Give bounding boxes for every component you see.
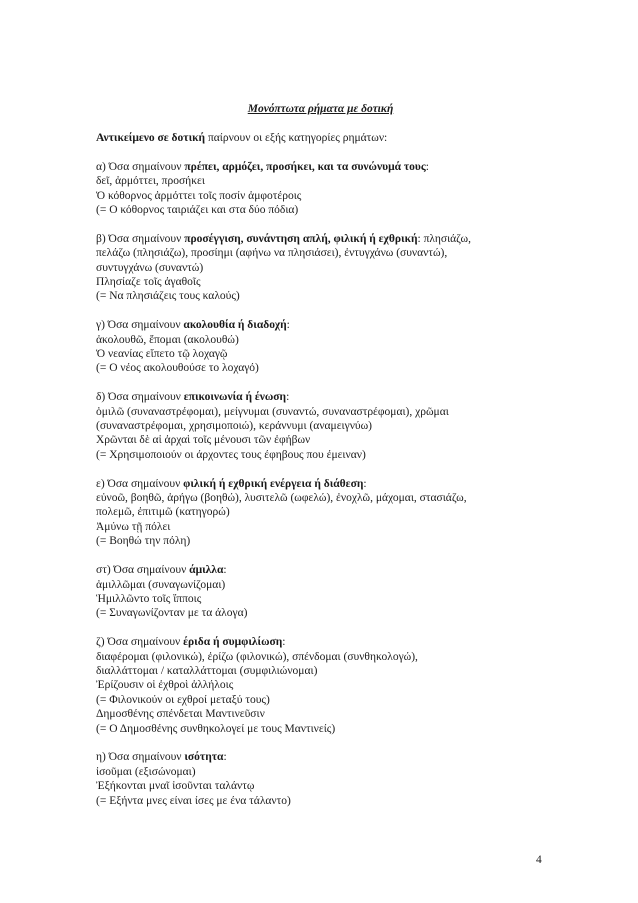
- heading-suffix: :: [425, 160, 429, 173]
- heading-prefix: η) Όσα σημαίνουν: [96, 751, 185, 764]
- intro-paragraph: [96, 131, 566, 145]
- section-line: διαφέρομαι (φιλονικώ), ἐρίζω (φιλονικώ), σπένδομαι (συνθηκολογώ),: [96, 650, 418, 663]
- section-line: ὁμιλῶ (συναναστρέφομαι), μείγνυμαι (συναντώ, συναναστρέφομαι), χρῶμαι: [96, 405, 449, 418]
- heading-prefix: στ) Όσα σημαίνουν: [96, 564, 190, 577]
- title-text: Μονόπτωτα ρήματα με δοτική: [247, 103, 394, 115]
- heading-suffix: :: [286, 319, 290, 332]
- section-line: (= Ο κόθορνος ταιριάζει και στα δύο πόδια): [96, 204, 299, 217]
- section-line: (= Ο Δημοσθένης συνθηκολογεί με τους Μαντινείς): [96, 722, 336, 735]
- section-line: Ἀμύνω τῇ πόλει: [96, 520, 171, 533]
- heading-prefix: β) Όσα σημαίνουν: [96, 232, 185, 245]
- section-line: Ἐρίζουσιν οἱ ἐχθροὶ ἀλλήλοις: [96, 679, 234, 692]
- document-body: [96, 131, 566, 808]
- section-heading: [96, 232, 566, 246]
- section-line: δεῖ, ἁρμόττει, προσήκει: [96, 175, 205, 188]
- heading-prefix: γ) Όσα σημαίνουν: [96, 319, 184, 332]
- section-heading: [96, 563, 566, 577]
- heading-keyword: ακολουθία ή διαδοχή: [183, 319, 287, 332]
- heading-suffix: :: [363, 477, 367, 490]
- section-line: Πλησίαζε τοῖς ἀγαθοῖς: [96, 276, 201, 289]
- section-line: συντυγχάνω (συναντώ): [96, 261, 204, 274]
- page-title: [0, 103, 638, 115]
- section-heading: [96, 477, 566, 491]
- sections-list: [96, 160, 566, 808]
- section-line: ἁμιλλῶμαι (συναγωνίζομαι): [96, 578, 226, 591]
- section-a: [96, 160, 566, 218]
- section-heading: [96, 390, 566, 404]
- heading-prefix: ζ) Όσα σημαίνουν: [96, 636, 184, 649]
- section-heading: [96, 318, 566, 332]
- heading-keyword: φιλική ή εχθρική ενέργεια ή διάθεση: [183, 477, 364, 490]
- heading-keyword: άμιλλα: [189, 564, 224, 577]
- page-number: 4: [536, 854, 542, 866]
- heading-suffix: :: [223, 564, 227, 577]
- section-heading: [96, 635, 566, 649]
- section-b: [96, 232, 566, 304]
- heading-suffix: : πλησιάζω,: [417, 232, 471, 245]
- heading-keyword: έριδα ή συμφιλίωση: [183, 636, 283, 649]
- section-line: (συναναστρέφομαι, χρησιμοποιώ), κεράννυμι (αναμειγνύω): [96, 420, 373, 433]
- intro-bold: Αντικείμενο σε δοτική: [96, 132, 206, 144]
- heading-keyword: προσέγγιση, συνάντηση απλή, φιλική ή εχθρική: [184, 232, 418, 245]
- section-line: Ὁ νεανίας εἵπετο τῷ λοχαγῷ: [96, 348, 228, 361]
- section-h: [96, 750, 566, 808]
- section-line: Ὁ κόθορνος ἁρμόττει τοῖς ποσίν ἀμφοτέροις: [96, 189, 302, 202]
- section-g: [96, 635, 566, 736]
- section-line: ἰσοῦμαι (εξισώνομαι): [96, 765, 196, 778]
- section-line: (= Φιλονικούν οι εχθροί μεταξύ τους): [96, 693, 270, 706]
- section-d: [96, 390, 566, 462]
- section-line: (= Να πλησιάζεις τους καλούς): [96, 290, 240, 303]
- section-line: Χρῶνται δὲ αἱ ἀρχαὶ τοῖς μένουσι τῶν ἐφήβων: [96, 434, 311, 447]
- section-line: διαλλάττομαι / καταλλάττομαι (συμφιλιώνομαι): [96, 664, 318, 677]
- intro-rest: παίρνουν οι εξής κατηγορίες ρημάτων:: [205, 132, 388, 144]
- heading-keyword: πρέπει, αρμόζει, προσήκει, και τα συνώνυμά τους: [184, 160, 426, 173]
- heading-keyword: επικοινωνία ή ένωση: [183, 391, 287, 404]
- section-f: [96, 563, 566, 621]
- heading-prefix: δ) Όσα σημαίνουν: [96, 391, 184, 404]
- section-heading: [96, 750, 566, 764]
- section-line: Ἡμιλλῶντο τοῖς ἵπποις: [96, 592, 202, 605]
- heading-suffix: :: [223, 751, 227, 764]
- section-line: πελάζω (πλησιάζω), προσίημι (αφήνω να πλησιάσει), ἐντυγχάνω (συναντώ),: [96, 247, 448, 260]
- heading-keyword: ισότητα: [184, 751, 224, 764]
- section-line: (= Εξήντα μνες είναι ίσες με ένα τάλαντο): [96, 794, 291, 807]
- heading-prefix: α) Όσα σημαίνουν: [96, 160, 185, 173]
- section-line: (= Ο νέος ακολουθούσε το λοχαγό): [96, 362, 259, 375]
- section-line: (= Χρησιμοποιούν οι άρχοντες τους έφηβους που έμειναν): [96, 448, 366, 461]
- section-line: (= Βοηθώ την πόλη): [96, 535, 191, 548]
- heading-suffix: :: [286, 391, 290, 404]
- section-c: [96, 318, 566, 376]
- section-line: (= Συναγωνίζονταν με τα άλογα): [96, 607, 248, 620]
- section-heading: [96, 160, 566, 174]
- section-line: ἀκολουθῶ, ἕπομαι (ακολουθώ): [96, 333, 239, 346]
- section-line: Δημοσθένης σπένδεται Μαντινεῦσιν: [96, 708, 265, 721]
- section-e: [96, 477, 566, 549]
- section-line: πολεμῶ, ἐπιτιμῶ (κατηγορώ): [96, 506, 230, 519]
- section-line: Ἐξήκονται μναῖ ἰσοῦνται ταλάντῳ: [96, 780, 255, 793]
- heading-suffix: :: [282, 636, 286, 649]
- section-line: εὐνοῶ, βοηθῶ, ἀρήγω (βοηθώ), λυσιτελῶ (ωφελώ), ἐνοχλῶ, μάχομαι, στασιάζω,: [96, 492, 467, 505]
- heading-prefix: ε) Όσα σημαίνουν: [96, 477, 184, 490]
